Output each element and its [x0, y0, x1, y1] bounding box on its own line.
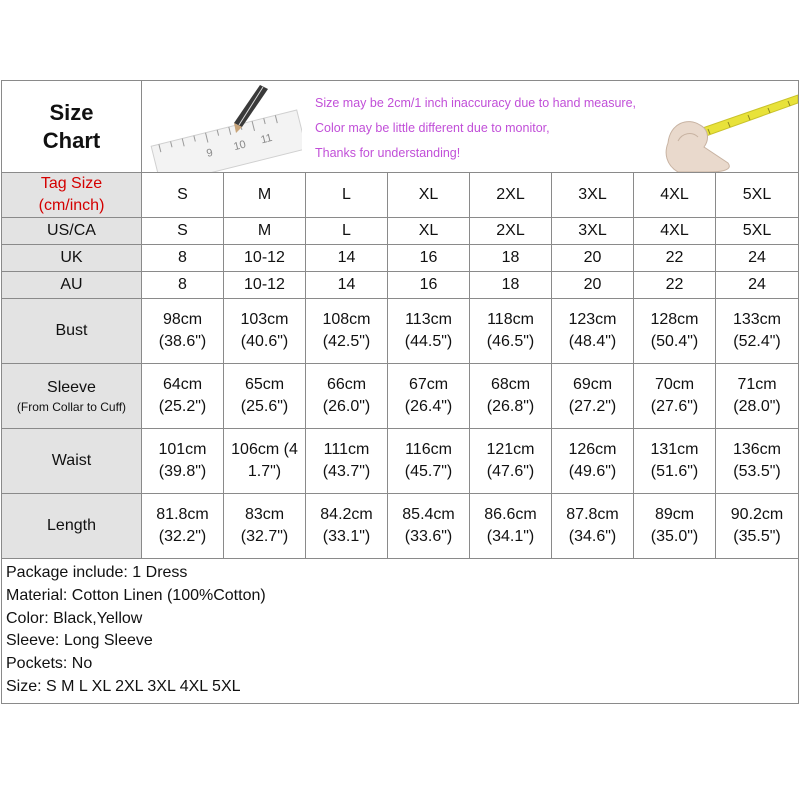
inch-value: (27.2") [568, 398, 617, 415]
cm-value: 118cm [487, 311, 534, 328]
inch-value: (38.6") [158, 333, 207, 350]
table-cell: 14 [306, 272, 388, 299]
table-cell: 20 [552, 272, 634, 299]
info-color: Color: Black,Yellow [6, 609, 143, 627]
row-label: AU [2, 272, 142, 299]
table-cell: 18 [470, 272, 552, 299]
info-pockets: Pockets: No [6, 655, 93, 673]
table-cell [552, 429, 634, 494]
table-cell [716, 429, 799, 494]
table-cell: 14 [306, 245, 388, 272]
table-cell [306, 364, 388, 429]
note-color: Color may be little different due to monitor, [315, 121, 550, 135]
inch-value: (46.5") [486, 333, 535, 350]
table-cell [716, 299, 799, 364]
table-cell [388, 429, 470, 494]
cm-value: 108cm [322, 311, 371, 328]
table-cell: 8 [142, 272, 224, 299]
note-measure: Size may be 2cm/1 inch inaccuracy due to hand measure, [315, 96, 637, 110]
row-label-text: Length [47, 517, 96, 534]
row-label [2, 364, 142, 429]
product-info-row [2, 559, 799, 704]
table-cell: 4XL [634, 218, 716, 245]
ruler-tick-10: 10 [232, 138, 248, 154]
table-cell: 3XL [552, 218, 634, 245]
us-ca-row [2, 218, 799, 245]
table-cell [634, 299, 716, 364]
info-size: Size: S M L XL 2XL 3XL 4XL 5XL [6, 677, 241, 695]
inch-value: (43.7") [322, 463, 371, 480]
row-label [2, 429, 142, 494]
cm-value: 136cm [732, 441, 782, 458]
table-cell [634, 429, 716, 494]
inch-value: (45.7") [404, 463, 453, 480]
tag-size-row [2, 173, 799, 218]
cm-value: 98cm [162, 311, 203, 328]
table-cell [470, 429, 552, 494]
table-cell [552, 364, 634, 429]
table-cell [224, 299, 306, 364]
cm-value: 131cm [650, 441, 699, 458]
cm-value: 64cm [162, 376, 203, 393]
inch-value: (33.1") [322, 528, 371, 545]
inch-value: (34.1") [486, 528, 535, 545]
table-cell [634, 364, 716, 429]
row-label-text: Sleeve [47, 379, 96, 396]
cm-value: 106cm (4 [231, 441, 298, 458]
row-label-text: Waist [51, 452, 92, 469]
ruler-tick-11: 11 [259, 131, 274, 147]
table-cell [470, 299, 552, 364]
cm-value: 67cm [408, 376, 449, 393]
size-chart [1, 80, 798, 704]
title-line-1: Size [49, 99, 94, 125]
inch-value: (47.6") [486, 463, 535, 480]
hand-measuring-tape-illustration [648, 81, 798, 172]
table-cell [470, 364, 552, 429]
inch-value: (35.0") [650, 528, 699, 545]
cm-value: 128cm [650, 311, 699, 328]
row-label [2, 494, 142, 559]
cm-value: 123cm [568, 311, 617, 328]
cm-value: 116cm [405, 441, 452, 458]
inch-value: (26.4") [404, 398, 453, 415]
tag-size-cell: L [306, 173, 388, 218]
table-cell [634, 494, 716, 559]
inch-value: (32.7") [240, 528, 289, 545]
table-cell: S [142, 218, 224, 245]
cm-value: 86.6cm [484, 506, 537, 523]
table-cell: 24 [716, 245, 799, 272]
cm-value: 70cm [654, 376, 695, 393]
tag-size-cell: 5XL [716, 173, 799, 218]
table-cell [306, 299, 388, 364]
table-cell [388, 364, 470, 429]
inch-value: (28.0") [733, 398, 781, 415]
cm-value: 85.4cm [402, 506, 455, 523]
table-cell [470, 494, 552, 559]
tag-size-label [2, 173, 142, 218]
cm-value: 126cm [568, 441, 617, 458]
table-cell: 2XL [470, 218, 552, 245]
cm-value: 101cm [158, 441, 207, 458]
row-label: UK [2, 245, 142, 272]
cm-value: 87.8cm [566, 506, 619, 523]
product-info [2, 559, 799, 704]
table-cell [224, 494, 306, 559]
row-label [2, 299, 142, 364]
ruler-tick-9: 9 [205, 146, 215, 160]
inch-value: (25.2") [158, 398, 207, 415]
table-cell [552, 494, 634, 559]
table-cell [716, 364, 799, 429]
table-cell: 10-12 [224, 245, 306, 272]
header-banner [142, 81, 799, 173]
inch-value: (44.5") [404, 333, 453, 350]
table-cell [388, 494, 470, 559]
cm-value: 65cm [244, 376, 285, 393]
info-package: Package include: 1 Dress [6, 564, 188, 581]
table-cell [224, 364, 306, 429]
inch-value: (49.6") [568, 463, 617, 480]
table-cell [142, 494, 224, 559]
cm-value: 111cm [323, 441, 370, 458]
table-cell [142, 429, 224, 494]
table-cell [552, 299, 634, 364]
tag-size-cell: 4XL [634, 173, 716, 218]
inch-value: (42.5") [322, 333, 371, 350]
table-cell: 22 [634, 245, 716, 272]
cm-value: 113cm [405, 311, 452, 328]
cm-value: 89cm [654, 506, 695, 523]
au-row [2, 272, 799, 299]
tag-size-cell: 3XL [552, 173, 634, 218]
table-cell: XL [388, 218, 470, 245]
size-table [1, 80, 799, 704]
cm-value: 71cm [737, 376, 777, 393]
table-cell: 16 [388, 245, 470, 272]
inch-value: (39.8") [158, 463, 207, 480]
header-row [2, 81, 799, 173]
inch-value: (34.6") [568, 528, 617, 545]
uk-row [2, 245, 799, 272]
row-sublabel: (From Collar to Cuff) [16, 400, 127, 414]
ruler-pencil-illustration [142, 81, 302, 172]
bust-row [2, 299, 799, 364]
tag-size-cell: 2XL [470, 173, 552, 218]
inch-value: (40.6") [240, 333, 289, 350]
sleeve-row [2, 364, 799, 429]
table-cell [716, 494, 799, 559]
title-line-2: Chart [42, 127, 101, 153]
table-cell [306, 429, 388, 494]
inch-value: (26.0") [322, 398, 371, 415]
table-cell [142, 299, 224, 364]
table-cell: 22 [634, 272, 716, 299]
tag-size-cell: M [224, 173, 306, 218]
inch-value: (51.6") [650, 463, 699, 480]
cm-value: 69cm [572, 376, 613, 393]
cm-value: 83cm [244, 506, 285, 523]
inch-value: (52.4") [733, 333, 781, 350]
inch-value: (50.4") [650, 333, 699, 350]
inch-value: 1.7") [247, 463, 282, 480]
size-chart-title [2, 81, 142, 173]
table-cell [306, 494, 388, 559]
table-cell: 20 [552, 245, 634, 272]
table-cell: M [224, 218, 306, 245]
cm-value: 90.2cm [730, 506, 784, 523]
table-cell [224, 429, 306, 494]
tag-size-cell: XL [388, 173, 470, 218]
row-label: US/CA [2, 218, 142, 245]
waist-row [2, 429, 799, 494]
cm-value: 68cm [490, 376, 531, 393]
disclaimer-notes [315, 91, 636, 166]
cm-value: 66cm [326, 376, 367, 393]
table-cell: 16 [388, 272, 470, 299]
cm-value: 103cm [240, 311, 289, 328]
table-cell [142, 364, 224, 429]
note-thanks: Thanks for understanding! [315, 146, 461, 160]
inch-value: (25.6") [240, 398, 289, 415]
cm-value: 84.2cm [320, 506, 373, 523]
tag-size-cell: S [142, 173, 224, 218]
info-sleeve: Sleeve: Long Sleeve [6, 632, 153, 650]
cm-value: 121cm [486, 441, 535, 458]
table-cell: L [306, 218, 388, 245]
inch-value: (53.5") [733, 463, 781, 480]
table-cell: 8 [142, 245, 224, 272]
info-material: Material: Cotton Linen (100%Cotton) [6, 586, 266, 604]
cm-value: 133cm [732, 311, 782, 328]
inch-value: (26.8") [486, 398, 535, 415]
table-cell: 18 [470, 245, 552, 272]
inch-value: (33.6") [404, 528, 453, 545]
inch-value: (48.4") [568, 333, 617, 350]
tag-size-label-line-2: (cm/inch) [38, 197, 105, 214]
table-cell: 5XL [716, 218, 799, 245]
table-cell [388, 299, 470, 364]
inch-value: (32.2") [158, 528, 207, 545]
tag-size-label-line-1: Tag Size [40, 175, 103, 192]
cm-value: 81.8cm [156, 506, 209, 523]
table-cell: 10-12 [224, 272, 306, 299]
row-label-text: Bust [55, 322, 88, 339]
length-row [2, 494, 799, 559]
inch-value: (27.6") [650, 398, 699, 415]
inch-value: (35.5") [733, 528, 781, 545]
table-cell: 24 [716, 272, 799, 299]
